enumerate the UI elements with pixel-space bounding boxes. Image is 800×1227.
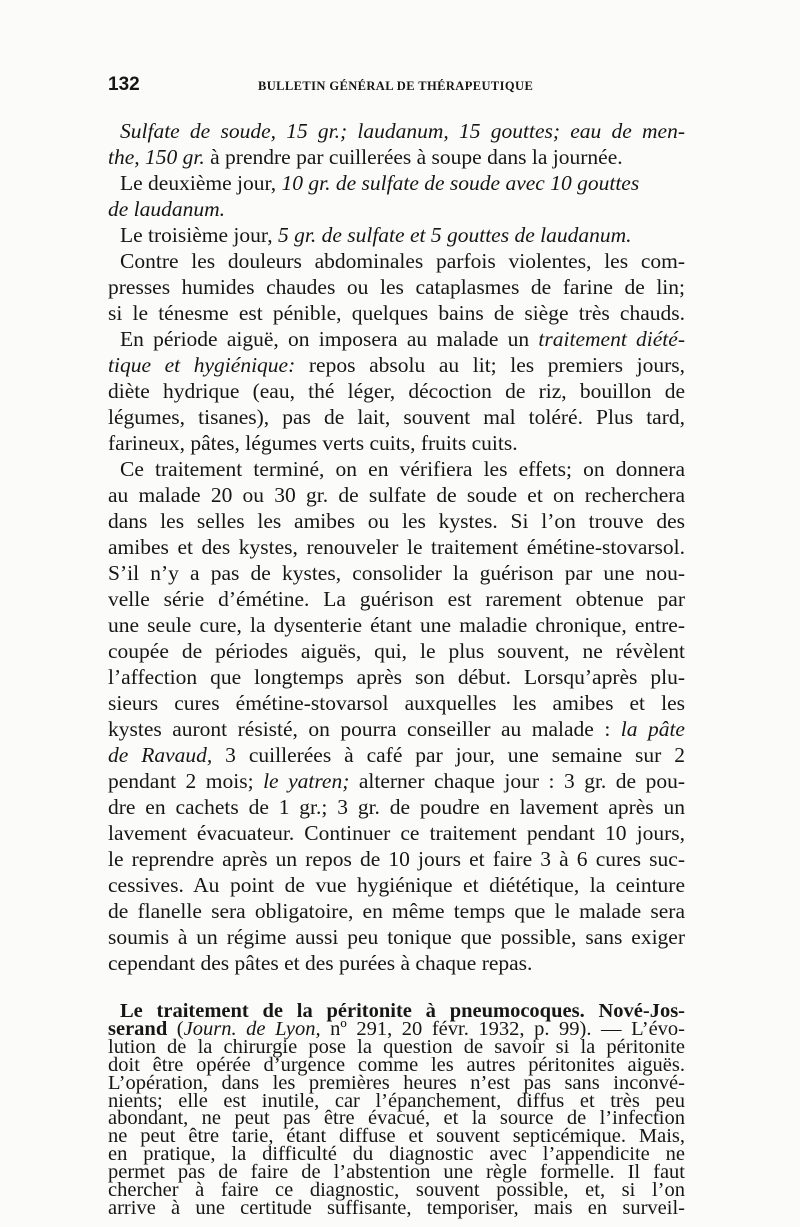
text-span: Le deuxième jour, [120,171,282,195]
text-span: légumes, tisanes), pas de lait, souvent mal toléré. Plus tard, [108,405,685,429]
text-line [108,898,685,924]
text-line [108,950,685,976]
text-line [108,508,685,534]
text-span: arrive à une certitude suffisante, temporiser, mais en surveil- [108,1197,685,1219]
text-line [108,664,685,690]
text-span: diète hydrique (eau, thé léger, décoction de riz, bouillon de [108,379,685,403]
text-line [108,404,685,430]
text-line [108,742,685,768]
text-span: kystes auront résisté, on pourra conseiller au malade : [108,717,621,741]
text-span: velle série d’émétine. La guérison est rarement obtenue par [108,587,685,611]
text-line [108,846,685,872]
text-line [108,378,685,404]
text-span: alterner chaque jour : 3 gr. de pou- [349,769,685,793]
text-span: abondant, ne peut pas être évacué, et la source de l’infection [108,1107,685,1129]
text-span: En période aiguë, on imposera au malade un [120,327,539,351]
text-line [108,872,685,898]
text-line [108,820,685,846]
text-span: chercher à faire ce diagnostic, souvent possible, et, si l’on [108,1179,685,1201]
text-span: le yatren; [263,769,350,793]
text-span: une seule cure, la dysenterie étant une maladie chronique, entre- [108,613,685,637]
text-span: cessives. Au point de vue hygiénique et diététique, la ceinture [108,873,685,897]
text-line [108,768,685,794]
text-span: à prendre par cuillerées à soupe dans la journée. [204,145,623,169]
text-line [120,118,685,144]
text-span: au malade 20 ou 30 gr. de sulfate de soude et on recherchera [108,483,685,507]
text-line [108,352,685,378]
text-span: 3 cuillerées à café par jour, une semaine sur 2 [212,743,686,767]
text-line [120,222,685,248]
text-line [108,716,685,742]
text-line [108,586,685,612]
text-line [108,534,685,560]
page-header [108,74,688,104]
text-span: the, 150 gr. [108,145,205,169]
text-line [108,794,685,820]
text-line [108,300,685,326]
text-span: repos absolu au lit; les premiers jours, [295,353,685,377]
text-span: ( [167,1018,184,1040]
text-span: pendant 2 mois; [108,769,264,793]
text-span: Le troisième jour, [120,223,278,247]
text-line [108,560,685,586]
text-span: 10 gr. de sulfate de soude avec 10 gouttes [281,171,640,195]
text-span: ne peut être tarie, étant diffuse et souvent septicémique. Mais, [108,1125,685,1147]
text-line [120,456,685,482]
text-line [108,690,685,716]
text-span: Sulfate de soude, 15 gr.; laudanum, 15 gouttes; eau de men- [120,119,685,143]
text-span: l’affection que longtemps après son début. Lorsqu’après plu- [108,665,685,689]
text-span: presses humides chaudes ou les cataplasmes de farine de lin; [108,275,685,299]
text-span: farineux, pâtes, légumes verts cuits, fruits cuits. [108,431,518,455]
text-span: dre en cachets de 1 gr.; 3 gr. de poudre en lavement après un [108,795,685,819]
text-span: Ce traitement terminé, on en vérifiera les effets; on donnera [120,457,685,481]
text-span: sieurs cures émétine-stovarsol auxquelles les amibes et les [108,691,685,715]
text-line [108,1197,685,1219]
text-line [108,612,685,638]
running-title: BULLETIN GÉNÉRAL DE THÉRAPEUTIQUE [258,79,534,93]
text-span: serand [108,1018,168,1040]
text-span: soumis à un régime aussi peu tonique que possible, sans exiger [108,925,685,949]
text-line [108,924,685,950]
text-span: permet pas de faire de l’abstention une règle formelle. Il faut [108,1161,685,1183]
text-span: cependant des pâtes et des purées à chaque repas. [108,951,533,975]
text-span: Journ. de Lyon, [183,1018,321,1040]
page-number: 132 [108,74,140,95]
text-span: nients; elle est inutile, car l’épanchement, diffus et très peu [108,1090,685,1112]
text-span: de laudanum. [108,197,226,221]
text-span: lavement évacuateur. Continuer ce traitement pendant 10 jours, [108,821,685,845]
text-line [108,196,685,222]
text-line [120,248,685,274]
text-span: Contre les douleurs abdominales parfois violentes, les com- [120,249,685,273]
text-line [108,482,685,508]
text-span: le reprendre après un repos de 10 jours et faire 3 à 6 cures suc- [108,847,685,871]
text-span: en pratique, la difficulté du diagnostic avec l’appendicite ne [108,1143,685,1165]
text-span: traitement diété- [538,327,685,351]
text-span: amibes et des kystes, renouveler le traitement émétine-stovarsol. [108,535,685,559]
text-span: si le ténesme est pénible, quelques bains de siège très chauds. [108,301,685,325]
text-span: Le traitement de la péritonite à pneumocoques. Nové-Jos- [120,1000,685,1022]
text-line [108,638,685,664]
text-line [120,326,685,352]
text-span: dans les selles les amibes ou les kystes. Si l’on trouve des [108,509,685,533]
text-span: la pâte [620,717,685,741]
text-line [108,430,685,456]
text-span: nº 291, 20 févr. 1932, p. 99). — L’évo- [320,1018,686,1040]
text-span: L’opération, dans les premières heures n’est pas sans inconvé- [108,1072,685,1094]
text-span: tique et hygiénique: [108,353,296,377]
text-span: de flanelle sera obligatoire, en même temps que le malade sera [108,899,685,923]
text-line [120,170,685,196]
text-line [108,274,685,300]
text-span: lution de la chirurgie pose la question de savoir si la péritonite [108,1036,685,1058]
text-span: S’il n’y a pas de kystes, consolider la guérison par une nou- [108,561,685,585]
text-span: de Ravaud, [108,743,213,767]
text-span: 5 gr. de sulfate et 5 gouttes de laudanum. [277,223,632,247]
text-span: doit être opérée d’urgence comme les autres péritonites aiguës. [108,1054,685,1076]
text-line [108,144,685,170]
text-span: coupée de périodes aiguës, qui, le plus souvent, ne révèlent [108,639,685,663]
